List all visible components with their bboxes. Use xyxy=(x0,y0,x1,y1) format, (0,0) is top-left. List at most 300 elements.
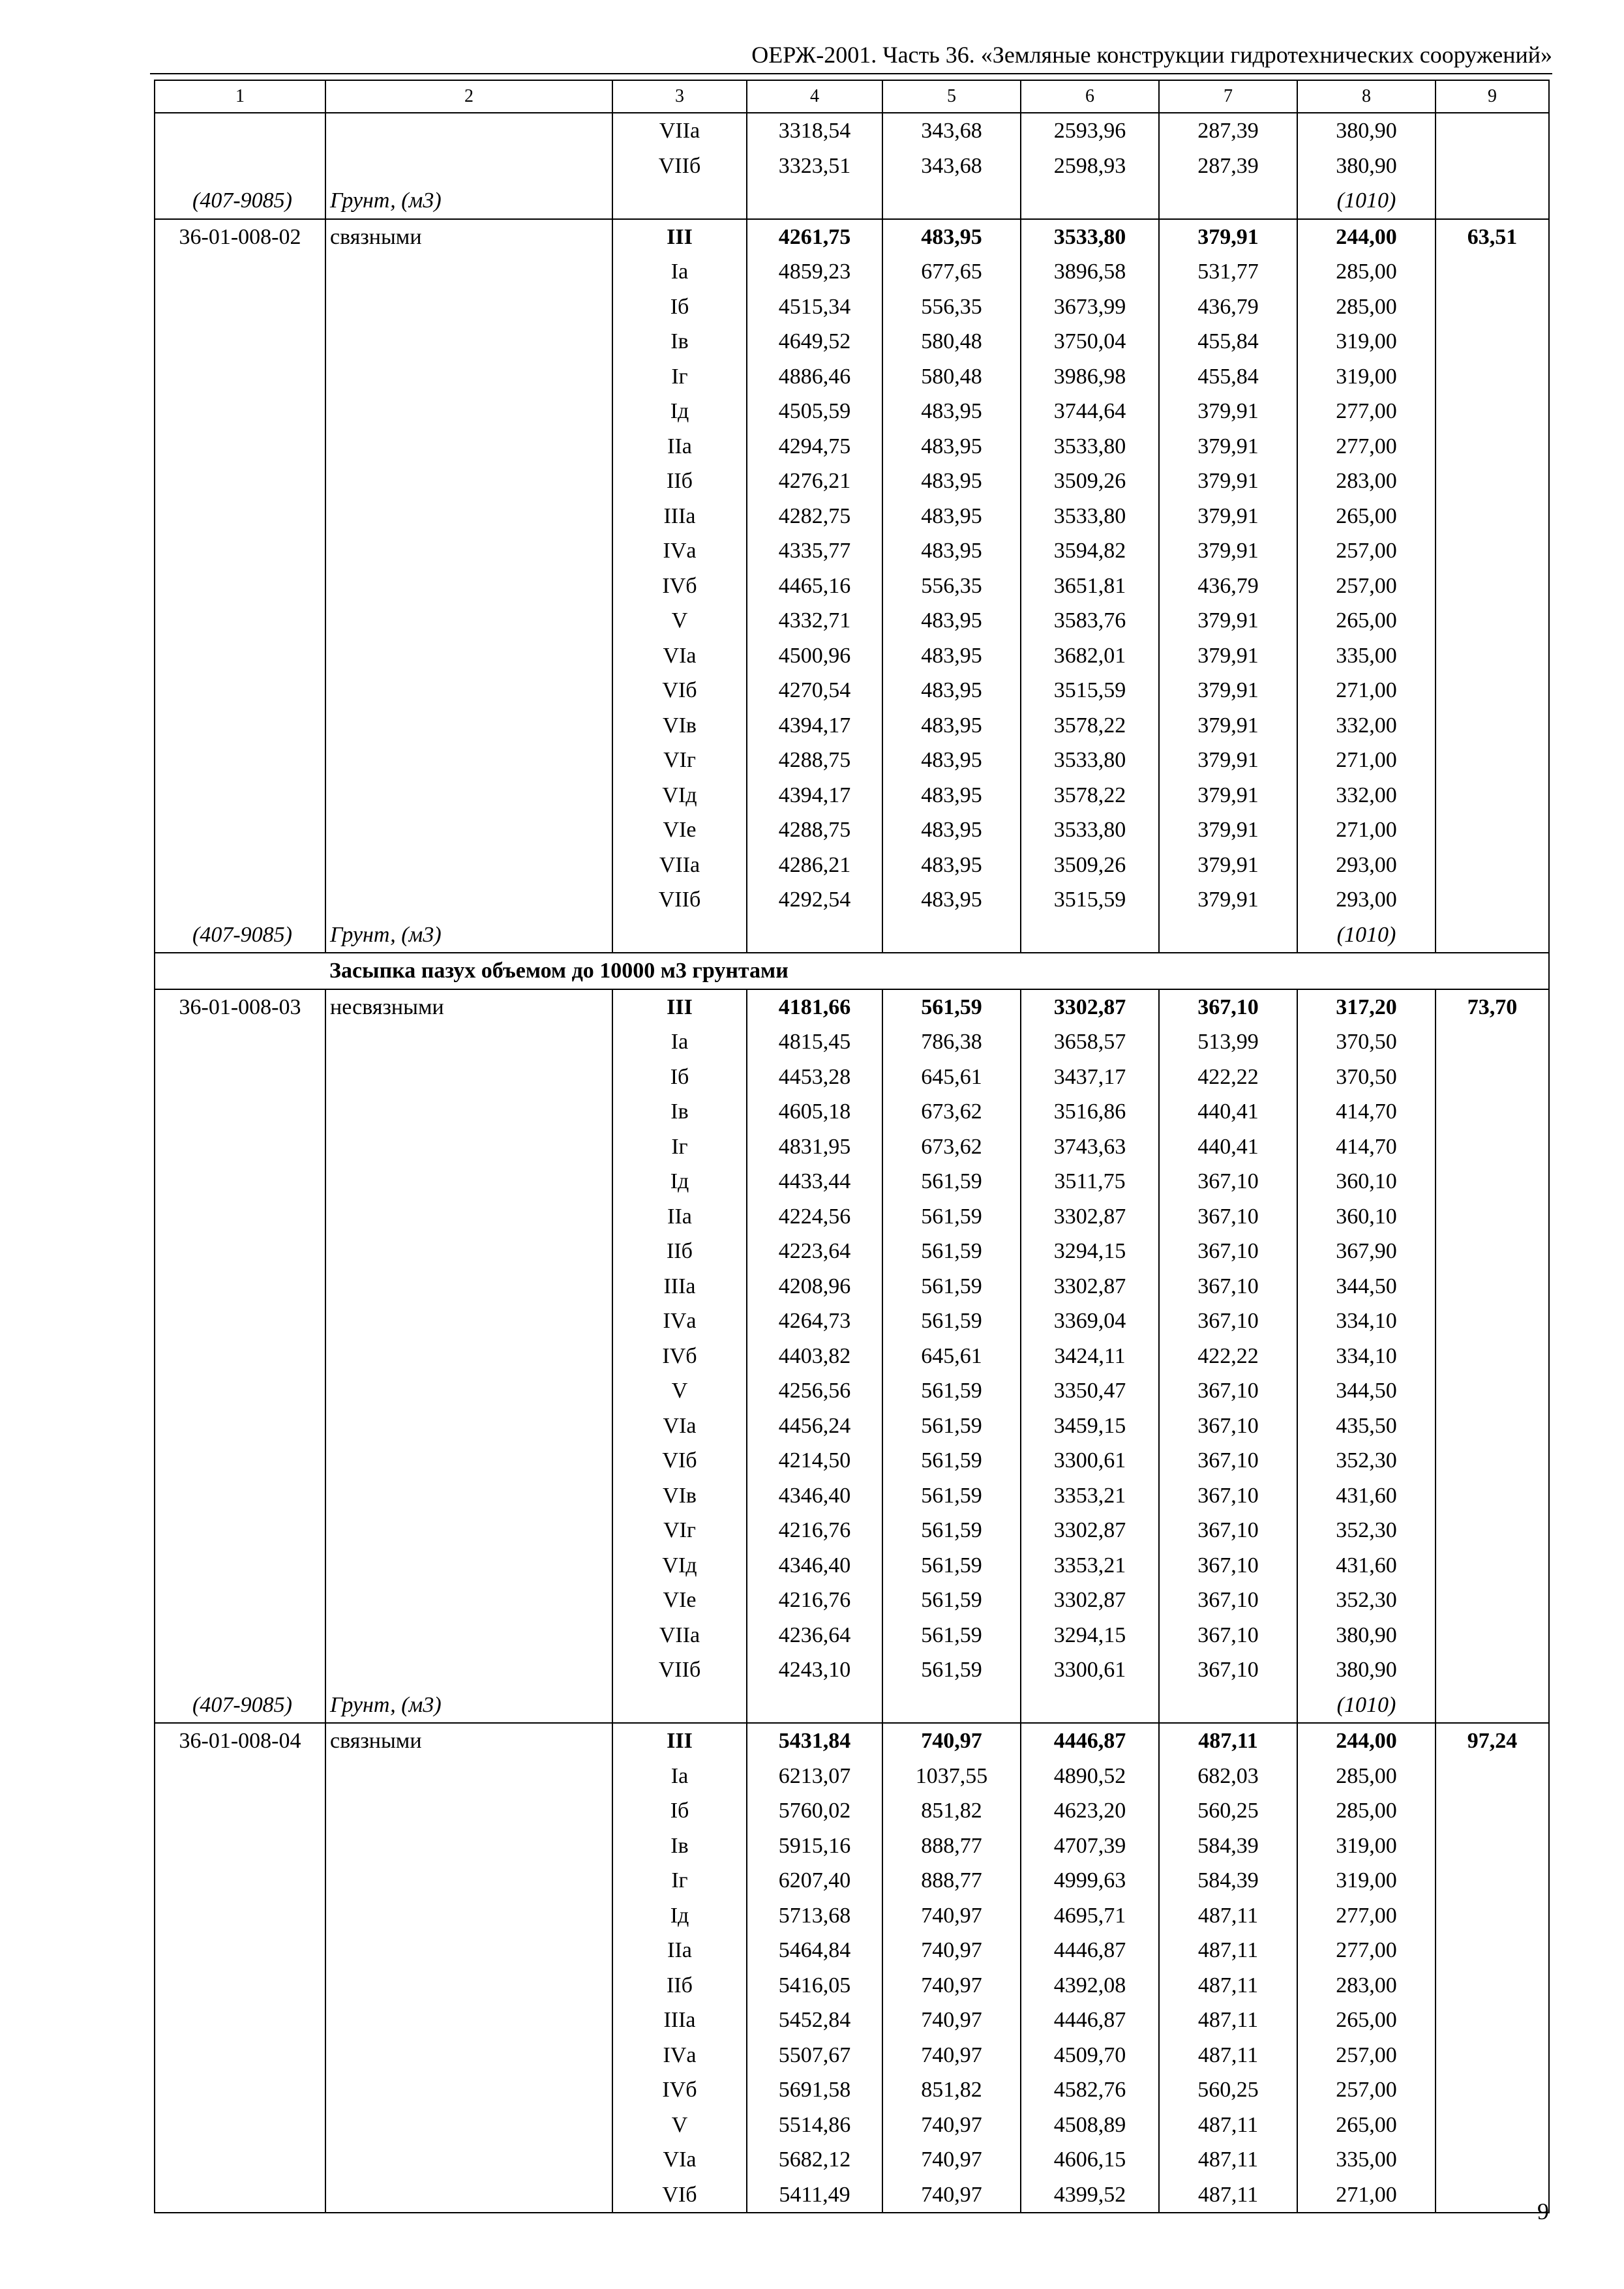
rate-code xyxy=(155,1269,325,1304)
machinist-wages: 287,39 xyxy=(1159,113,1297,149)
labor-wages: 740,97 xyxy=(882,1898,1021,1934)
resource-quantity: (1010) xyxy=(1297,183,1436,219)
cell-empty xyxy=(1159,1688,1297,1724)
labor-wages: 561,59 xyxy=(882,1199,1021,1234)
work-description xyxy=(325,1653,612,1688)
labor-wages: 561,59 xyxy=(882,1409,1021,1444)
machine-cost: 3294,15 xyxy=(1021,1234,1159,1269)
zone-code: VIе xyxy=(612,813,747,848)
work-description xyxy=(325,1339,612,1374)
labor-hours xyxy=(1436,324,1549,359)
table-row xyxy=(155,1898,1549,1934)
work-description xyxy=(325,1618,612,1653)
machine-cost: 4707,39 xyxy=(1021,1829,1159,1864)
zone-code: VIб xyxy=(612,673,747,708)
direct-cost: 4505,59 xyxy=(747,394,882,429)
column-number: 2 xyxy=(325,80,612,113)
labor-wages: 740,97 xyxy=(882,1723,1021,1759)
work-description xyxy=(325,708,612,743)
zone-code: VIв xyxy=(612,708,747,743)
table-row xyxy=(155,324,1549,359)
labor-wages: 556,35 xyxy=(882,290,1021,325)
direct-cost: 4294,75 xyxy=(747,429,882,464)
machinist-wages: 379,91 xyxy=(1159,778,1297,813)
labor-hours xyxy=(1436,1234,1549,1269)
column-number: 7 xyxy=(1159,80,1297,113)
machine-cost: 3516,86 xyxy=(1021,1094,1159,1130)
cell-empty xyxy=(1159,183,1297,219)
rate-code xyxy=(155,499,325,534)
rate-code xyxy=(155,2003,325,2038)
zone-code: IIб xyxy=(612,464,747,499)
zone-code: Iа xyxy=(612,254,747,290)
work-description xyxy=(325,429,612,464)
zone-code: IIа xyxy=(612,1933,747,1968)
machinist-wages: 440,41 xyxy=(1159,1094,1297,1130)
machinist-wages: 367,10 xyxy=(1159,1409,1297,1444)
zone-code: III xyxy=(612,219,747,255)
labor-wages: 561,59 xyxy=(882,1513,1021,1548)
direct-cost: 5416,05 xyxy=(747,1968,882,2003)
machinist-wages: 487,11 xyxy=(1159,1898,1297,1934)
cell-empty xyxy=(1159,918,1297,953)
work-description xyxy=(325,359,612,395)
rate-code xyxy=(155,813,325,848)
labor-hours xyxy=(1436,638,1549,674)
table-row xyxy=(155,1513,1549,1548)
work-description xyxy=(325,848,612,883)
materials-cost: 352,30 xyxy=(1297,1443,1436,1478)
zone-code: Iа xyxy=(612,1759,747,1794)
work-description xyxy=(325,638,612,674)
work-description xyxy=(325,1513,612,1548)
work-description xyxy=(325,1478,612,1514)
machinist-wages: 379,91 xyxy=(1159,533,1297,569)
labor-wages: 580,48 xyxy=(882,324,1021,359)
work-description xyxy=(325,533,612,569)
rate-code xyxy=(155,603,325,638)
table-row xyxy=(155,1548,1549,1583)
rate-code xyxy=(155,1759,325,1794)
machine-cost: 4446,87 xyxy=(1021,1933,1159,1968)
table-row xyxy=(155,499,1549,534)
zone-code: IIб xyxy=(612,1968,747,2003)
zone-code: IVб xyxy=(612,1339,747,1374)
section-code-cell xyxy=(155,953,325,989)
materials-cost: 271,00 xyxy=(1297,743,1436,778)
materials-cost: 435,50 xyxy=(1297,1409,1436,1444)
machine-cost: 3533,80 xyxy=(1021,429,1159,464)
materials-cost: 332,00 xyxy=(1297,778,1436,813)
labor-wages: 483,95 xyxy=(882,394,1021,429)
machinist-wages: 455,84 xyxy=(1159,359,1297,395)
zone-code: V xyxy=(612,1373,747,1409)
rate-code xyxy=(155,1373,325,1409)
materials-cost: 271,00 xyxy=(1297,673,1436,708)
machine-cost: 3511,75 xyxy=(1021,1164,1159,1199)
materials-cost: 334,10 xyxy=(1297,1304,1436,1339)
direct-cost: 4346,40 xyxy=(747,1478,882,1514)
zone-code: IVб xyxy=(612,569,747,604)
rate-code xyxy=(155,1339,325,1374)
table-row xyxy=(155,149,1549,184)
cell-empty xyxy=(1021,183,1159,219)
table-row xyxy=(155,778,1549,813)
machinist-wages: 379,91 xyxy=(1159,429,1297,464)
rate-code xyxy=(155,673,325,708)
direct-cost: 4286,21 xyxy=(747,848,882,883)
work-description xyxy=(325,569,612,604)
cell-empty xyxy=(1021,1688,1159,1724)
rate-code xyxy=(155,1478,325,1514)
zone-code: Iб xyxy=(612,290,747,325)
materials-cost: 265,00 xyxy=(1297,2108,1436,2143)
direct-cost: 4515,34 xyxy=(747,290,882,325)
zone-code: IIа xyxy=(612,429,747,464)
rate-code xyxy=(155,1968,325,2003)
rate-code xyxy=(155,882,325,918)
labor-hours xyxy=(1436,254,1549,290)
zone-code: IIIа xyxy=(612,1269,747,1304)
table-row xyxy=(155,2072,1549,2108)
materials-cost: 285,00 xyxy=(1297,290,1436,325)
table-row xyxy=(155,1759,1549,1794)
resource-name: Грунт, (м3) xyxy=(325,1688,612,1724)
labor-wages: 740,97 xyxy=(882,1968,1021,2003)
rate-code xyxy=(155,1234,325,1269)
direct-cost: 5411,49 xyxy=(747,2177,882,2213)
rate-code xyxy=(155,1164,325,1199)
rate-code xyxy=(155,1653,325,1688)
machinist-wages: 487,11 xyxy=(1159,1933,1297,1968)
direct-cost: 4288,75 xyxy=(747,813,882,848)
zone-code: III xyxy=(612,989,747,1025)
cell-empty xyxy=(882,918,1021,953)
labor-hours xyxy=(1436,1653,1549,1688)
materials-cost: 319,00 xyxy=(1297,324,1436,359)
labor-hours xyxy=(1436,1793,1549,1829)
labor-hours xyxy=(1436,1164,1549,1199)
zone-code: IVа xyxy=(612,2038,747,2073)
machine-cost: 3302,87 xyxy=(1021,989,1159,1025)
work-description: связными xyxy=(325,219,612,255)
labor-wages: 556,35 xyxy=(882,569,1021,604)
zone-code: Iб xyxy=(612,1793,747,1829)
materials-cost: 414,70 xyxy=(1297,1130,1436,1165)
machinist-wages: 367,10 xyxy=(1159,989,1297,1025)
direct-cost: 4292,54 xyxy=(747,882,882,918)
work-description xyxy=(325,1025,612,1060)
cell-empty xyxy=(747,1688,882,1724)
machinist-wages: 379,91 xyxy=(1159,638,1297,674)
machinist-wages: 487,11 xyxy=(1159,2038,1297,2073)
rate-code xyxy=(155,1618,325,1653)
column-number-row xyxy=(155,80,1549,113)
labor-hours xyxy=(1436,1060,1549,1095)
cell-empty xyxy=(1436,1688,1549,1724)
rate-code xyxy=(155,149,325,184)
rate-code xyxy=(155,533,325,569)
direct-cost: 3323,51 xyxy=(747,149,882,184)
labor-hours: 63,51 xyxy=(1436,219,1549,255)
labor-wages: 483,95 xyxy=(882,882,1021,918)
work-description xyxy=(325,1304,612,1339)
zone-code: IVа xyxy=(612,533,747,569)
rate-code xyxy=(155,708,325,743)
machine-cost: 3743,63 xyxy=(1021,1130,1159,1165)
table-row xyxy=(155,290,1549,325)
zone-code: Iа xyxy=(612,1025,747,1060)
cell-empty xyxy=(612,183,747,219)
materials-cost: 360,10 xyxy=(1297,1164,1436,1199)
machine-cost: 3651,81 xyxy=(1021,569,1159,604)
machine-cost: 3509,26 xyxy=(1021,464,1159,499)
work-description xyxy=(325,882,612,918)
machinist-wages: 367,10 xyxy=(1159,1234,1297,1269)
machine-cost: 3750,04 xyxy=(1021,324,1159,359)
table-row xyxy=(155,2003,1549,2038)
materials-cost: 380,90 xyxy=(1297,1653,1436,1688)
direct-cost: 4456,24 xyxy=(747,1409,882,1444)
materials-cost: 244,00 xyxy=(1297,219,1436,255)
machine-cost: 3350,47 xyxy=(1021,1373,1159,1409)
labor-hours xyxy=(1436,1898,1549,1934)
materials-cost: 431,60 xyxy=(1297,1478,1436,1514)
column-number: 4 xyxy=(747,80,882,113)
materials-cost: 244,00 xyxy=(1297,1723,1436,1759)
table-row xyxy=(155,848,1549,883)
header-rule xyxy=(150,73,1552,74)
labor-wages: 561,59 xyxy=(882,1478,1021,1514)
work-description xyxy=(325,1759,612,1794)
materials-cost: 319,00 xyxy=(1297,359,1436,395)
rate-code xyxy=(155,1583,325,1618)
zone-code: Iг xyxy=(612,359,747,395)
direct-cost: 4649,52 xyxy=(747,324,882,359)
rate-code xyxy=(155,429,325,464)
labor-wages: 561,59 xyxy=(882,1583,1021,1618)
labor-hours xyxy=(1436,1618,1549,1653)
table-row xyxy=(155,1164,1549,1199)
table-row xyxy=(155,1060,1549,1095)
machinist-wages: 584,39 xyxy=(1159,1863,1297,1898)
direct-cost: 4403,82 xyxy=(747,1339,882,1374)
resource-footnote-row xyxy=(155,1688,1549,1724)
rate-code: 36-01-008-02 xyxy=(155,219,325,255)
resource-name: Грунт, (м3) xyxy=(325,183,612,219)
materials-cost: 370,50 xyxy=(1297,1025,1436,1060)
zone-code: VIд xyxy=(612,1548,747,1583)
direct-cost: 5514,86 xyxy=(747,2108,882,2143)
rate-code xyxy=(155,1060,325,1095)
work-description xyxy=(325,1409,612,1444)
machine-cost: 2598,93 xyxy=(1021,149,1159,184)
table-row xyxy=(155,1478,1549,1514)
machine-cost: 3369,04 xyxy=(1021,1304,1159,1339)
direct-cost: 4859,23 xyxy=(747,254,882,290)
materials-cost: 317,20 xyxy=(1297,989,1436,1025)
zone-code: VIв xyxy=(612,1478,747,1514)
labor-hours xyxy=(1436,1094,1549,1130)
zone-code: VIг xyxy=(612,1513,747,1548)
direct-cost: 4815,45 xyxy=(747,1025,882,1060)
table-row xyxy=(155,2038,1549,2073)
machinist-wages: 367,10 xyxy=(1159,1653,1297,1688)
work-description xyxy=(325,1060,612,1095)
rate-code xyxy=(155,2072,325,2108)
zone-code: VIа xyxy=(612,638,747,674)
rate-code xyxy=(155,2038,325,2073)
direct-cost: 4223,64 xyxy=(747,1234,882,1269)
materials-cost: 285,00 xyxy=(1297,1759,1436,1794)
machine-cost: 3533,80 xyxy=(1021,219,1159,255)
machinist-wages: 367,10 xyxy=(1159,1443,1297,1478)
machine-cost: 3300,61 xyxy=(1021,1653,1159,1688)
labor-hours xyxy=(1436,1863,1549,1898)
materials-cost: 344,50 xyxy=(1297,1373,1436,1409)
machinist-wages: 287,39 xyxy=(1159,149,1297,184)
labor-hours xyxy=(1436,1199,1549,1234)
machinist-wages: 367,10 xyxy=(1159,1269,1297,1304)
labor-hours xyxy=(1436,1304,1549,1339)
labor-hours xyxy=(1436,2072,1549,2108)
machine-cost: 4392,08 xyxy=(1021,1968,1159,2003)
table-row xyxy=(155,673,1549,708)
work-description xyxy=(325,1443,612,1478)
work-description xyxy=(325,1234,612,1269)
section-heading: Засыпка пазух объемом до 10000 м3 грунтами xyxy=(325,953,1549,989)
machinist-wages: 379,91 xyxy=(1159,882,1297,918)
zone-code: Iб xyxy=(612,1060,747,1095)
machinist-wages: 367,10 xyxy=(1159,1164,1297,1199)
machinist-wages: 367,10 xyxy=(1159,1304,1297,1339)
column-number: 3 xyxy=(612,80,747,113)
machinist-wages: 379,91 xyxy=(1159,499,1297,534)
table-row xyxy=(155,1933,1549,1968)
table-row xyxy=(155,1094,1549,1130)
materials-cost: 265,00 xyxy=(1297,499,1436,534)
zone-code: V xyxy=(612,603,747,638)
table-row xyxy=(155,1409,1549,1444)
machinist-wages: 367,10 xyxy=(1159,1373,1297,1409)
materials-cost: 257,00 xyxy=(1297,2072,1436,2108)
machine-cost: 3578,22 xyxy=(1021,778,1159,813)
machine-cost: 3986,98 xyxy=(1021,359,1159,395)
labor-wages: 851,82 xyxy=(882,1793,1021,1829)
materials-cost: 257,00 xyxy=(1297,569,1436,604)
machine-cost: 4399,52 xyxy=(1021,2177,1159,2213)
direct-cost: 4181,66 xyxy=(747,989,882,1025)
direct-cost: 5760,02 xyxy=(747,1793,882,1829)
zone-code: VIIб xyxy=(612,1653,747,1688)
table-row xyxy=(155,1653,1549,1688)
machine-cost: 3509,26 xyxy=(1021,848,1159,883)
labor-wages: 740,97 xyxy=(882,2038,1021,2073)
machinist-wages: 487,11 xyxy=(1159,1968,1297,2003)
table-row xyxy=(155,254,1549,290)
zone-code: VIб xyxy=(612,2177,747,2213)
machinist-wages: 422,22 xyxy=(1159,1339,1297,1374)
direct-cost: 4261,75 xyxy=(747,219,882,255)
machine-cost: 3515,59 xyxy=(1021,882,1159,918)
labor-hours xyxy=(1436,2177,1549,2213)
table-row xyxy=(155,1863,1549,1898)
cell-empty xyxy=(882,183,1021,219)
labor-wages: 483,95 xyxy=(882,638,1021,674)
machinist-wages: 487,11 xyxy=(1159,2108,1297,2143)
direct-cost: 4332,71 xyxy=(747,603,882,638)
work-description xyxy=(325,603,612,638)
labor-hours xyxy=(1436,429,1549,464)
work-description xyxy=(325,1793,612,1829)
table-row xyxy=(155,989,1549,1025)
labor-hours xyxy=(1436,1269,1549,1304)
zone-code: VIIб xyxy=(612,149,747,184)
materials-cost: 257,00 xyxy=(1297,533,1436,569)
materials-cost: 265,00 xyxy=(1297,603,1436,638)
machine-cost: 3533,80 xyxy=(1021,499,1159,534)
table-row xyxy=(155,2177,1549,2213)
labor-hours xyxy=(1436,2108,1549,2143)
zone-code: VIа xyxy=(612,2142,747,2177)
table-row xyxy=(155,1723,1549,1759)
machine-cost: 2593,96 xyxy=(1021,113,1159,149)
machinist-wages: 560,25 xyxy=(1159,1793,1297,1829)
table-row xyxy=(155,1443,1549,1478)
labor-wages: 740,97 xyxy=(882,1933,1021,1968)
work-description xyxy=(325,290,612,325)
rate-code xyxy=(155,1933,325,1968)
materials-cost: 370,50 xyxy=(1297,1060,1436,1095)
zone-code: V xyxy=(612,2108,747,2143)
work-description xyxy=(325,2072,612,2108)
labor-hours xyxy=(1436,1513,1549,1548)
materials-cost: 283,00 xyxy=(1297,1968,1436,2003)
materials-cost: 335,00 xyxy=(1297,2142,1436,2177)
table-row xyxy=(155,1269,1549,1304)
labor-wages: 645,61 xyxy=(882,1339,1021,1374)
table-row xyxy=(155,882,1549,918)
direct-cost: 4433,44 xyxy=(747,1164,882,1199)
labor-wages: 580,48 xyxy=(882,359,1021,395)
materials-cost: 277,00 xyxy=(1297,429,1436,464)
cell-empty xyxy=(1436,918,1549,953)
materials-cost: 277,00 xyxy=(1297,1933,1436,1968)
labor-wages: 673,62 xyxy=(882,1094,1021,1130)
zone-code: IIа xyxy=(612,1199,747,1234)
labor-wages: 483,95 xyxy=(882,429,1021,464)
labor-wages: 561,59 xyxy=(882,1164,1021,1199)
machinist-wages: 487,11 xyxy=(1159,1723,1297,1759)
labor-hours xyxy=(1436,1373,1549,1409)
machine-cost: 3744,64 xyxy=(1021,394,1159,429)
machine-cost: 4890,52 xyxy=(1021,1759,1159,1794)
labor-wages: 786,38 xyxy=(882,1025,1021,1060)
rate-code xyxy=(155,1130,325,1165)
machinist-wages: 682,03 xyxy=(1159,1759,1297,1794)
labor-wages: 483,95 xyxy=(882,603,1021,638)
labor-hours xyxy=(1436,499,1549,534)
labor-wages: 673,62 xyxy=(882,1130,1021,1165)
labor-hours xyxy=(1436,1339,1549,1374)
work-description xyxy=(325,673,612,708)
rate-code xyxy=(155,1898,325,1934)
work-description xyxy=(325,1548,612,1583)
labor-wages: 677,65 xyxy=(882,254,1021,290)
labor-wages: 483,95 xyxy=(882,848,1021,883)
labor-hours xyxy=(1436,2003,1549,2038)
rate-code xyxy=(155,638,325,674)
